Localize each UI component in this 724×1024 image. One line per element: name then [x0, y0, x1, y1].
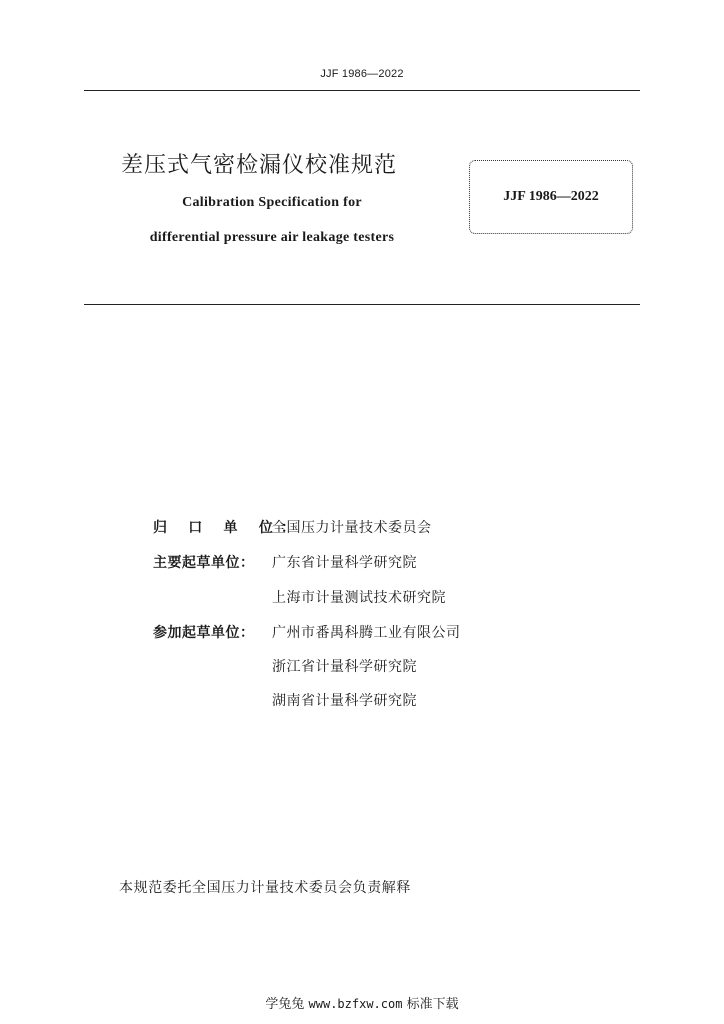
header-standard-code: JJF 1986—2022	[320, 68, 404, 80]
title-chinese: 差压式气密检漏仪校准规范	[121, 153, 398, 178]
org-value-main-drafter-2: 上海市计量测试技术研究院	[272, 590, 446, 606]
org-value-participant-3: 湖南省计量科学研究院	[272, 693, 417, 709]
org-label-participants: 参加起草单位：	[153, 625, 255, 641]
org-value-main-drafter-1: 广东省计量科学研究院	[272, 555, 417, 571]
org-value-participant-2: 浙江省计量科学研究院	[272, 659, 417, 675]
title-divider	[84, 304, 640, 305]
title-english-line2: differential pressure air leakage testers	[149, 230, 395, 245]
watermark-prefix: 学兔兔	[265, 997, 305, 1012]
org-label-responsible: 归 口 单 位：	[153, 520, 304, 536]
standard-code-box-text: JJF 1986—2022	[503, 189, 599, 204]
standard-code-box	[469, 160, 633, 234]
org-value-responsible-1: 全国压力计量技术委员会	[272, 520, 432, 536]
watermark-suffix: 标准下载	[406, 997, 459, 1012]
title-english-line1: Calibration Specification for	[182, 195, 362, 210]
watermark-url[interactable]: www.bzfxw.com	[308, 997, 403, 1011]
interpretation-note: 本规范委托全国压力计量技术委员会负责解释	[119, 880, 411, 896]
org-label-main-drafters: 主要起草单位：	[153, 555, 255, 571]
org-value-participant-1: 广州市番禺科腾工业有限公司	[272, 625, 461, 641]
watermark	[0, 993, 724, 1012]
header-divider	[84, 90, 640, 91]
